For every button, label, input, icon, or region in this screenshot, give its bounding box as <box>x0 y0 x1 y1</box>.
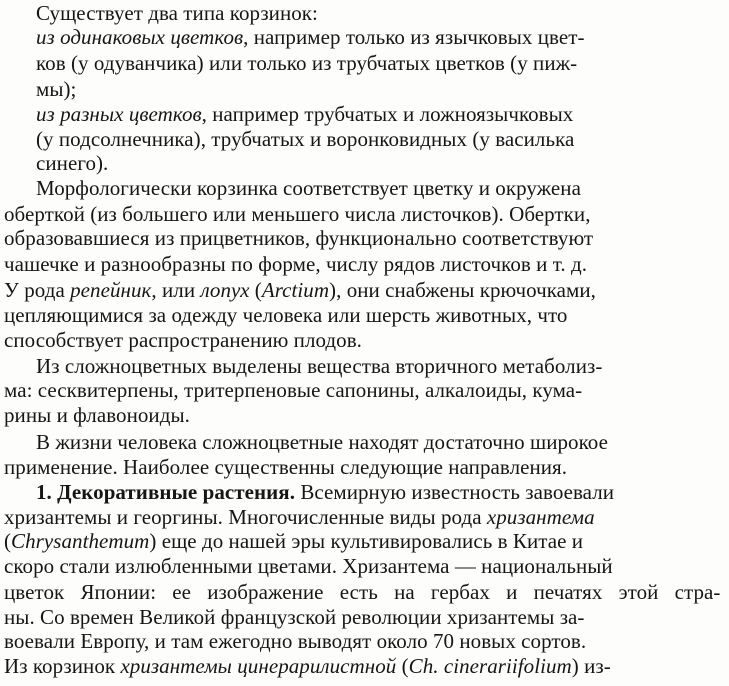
text-line <box>4 377 582 403</box>
text-span: , например только из язычковых цвет- <box>243 25 585 49</box>
text-line <box>4 553 613 579</box>
text-span: ( <box>396 654 409 678</box>
italic-text: репейник <box>70 278 152 302</box>
text-span: Морфологически корзинка соответствует цветку и окружена <box>36 176 581 200</box>
text-line <box>4 653 611 679</box>
text-line <box>4 201 591 227</box>
text-line <box>36 50 577 76</box>
text-span: мы); <box>36 77 77 101</box>
text-span: ков (у одуванчика) или только из трубчатых цветков (у пиж- <box>36 51 578 75</box>
text-span: Из корзинок <box>4 654 121 678</box>
text-line <box>36 479 614 505</box>
text-span: скоро стали излюбленными цветами. Хризантема — национальный <box>4 554 613 578</box>
text-line <box>4 528 583 554</box>
text-span: Всемирную известность завоевали <box>295 480 615 504</box>
text-span: ) из- <box>571 654 611 678</box>
text-line <box>4 628 586 654</box>
text-span: (у подсолнечника), трубчатых и воронковидных (у василька <box>36 127 575 151</box>
text-span: Существует два типа корзинок: <box>36 1 318 25</box>
text-span: чашечке и разнообразны по форме, числу рядов листочков и т. д. <box>4 252 588 276</box>
text-span: ма: сесквитерпены, тритерпеновые сапонины, алкалоиды, кума- <box>4 378 583 402</box>
text-span: Из сложноцветных выделены вещества вторичного метаболиз- <box>36 354 603 378</box>
text-line <box>36 126 574 152</box>
text-line <box>36 0 318 26</box>
text-span: рины и флавоноиды. <box>4 403 190 427</box>
text-line <box>4 251 587 277</box>
italic-text: из одинаковых цветков <box>36 25 244 49</box>
text-line <box>4 579 720 605</box>
text-line <box>36 150 108 176</box>
text-span: способствует распространению плодов. <box>4 328 362 352</box>
text-span: синего). <box>36 151 109 175</box>
bold-heading-text: 1. Декоративные растения. <box>36 480 296 504</box>
text-line <box>4 604 584 630</box>
text-span: В жизни человека сложноцветные находят достаточно широкое <box>36 430 608 454</box>
italic-text: хризантемы цинерарилистной <box>120 654 397 678</box>
text-span: , например трубчатых и ложноязычковых <box>201 102 574 126</box>
text-line <box>36 76 76 102</box>
text-line <box>36 353 602 379</box>
text-line <box>4 454 567 480</box>
italic-text: Ch. cinerariifolium <box>408 654 572 678</box>
text-span: У рода <box>4 278 71 302</box>
italic-text: лопух <box>200 278 250 302</box>
text-line <box>36 101 573 127</box>
text-span: ( <box>249 278 262 302</box>
text-line <box>4 302 567 328</box>
italic-text: хризантема <box>486 505 595 529</box>
text-span: цветок Японии: ее изображение есть на гербах и печатях этой стра- <box>4 580 721 604</box>
text-span: ( <box>4 529 12 553</box>
text-span: ), они снабжены крючочками, <box>329 278 596 302</box>
text-span: цепляющимися за одежду человека или шерсть животных, что <box>4 303 568 327</box>
text-span: ) еще до нашей эры культивировались в Китае и <box>149 529 584 553</box>
text-line <box>36 429 608 455</box>
text-span: применение. Наиболее существенны следующие направления. <box>4 455 568 479</box>
text-span: оберткой (из большего или меньшего числа листочков). Обертки, <box>4 202 591 226</box>
text-line <box>4 225 593 251</box>
italic-text: из разных цветков <box>36 102 202 126</box>
italic-text: Arctium <box>261 278 330 302</box>
text-span: образовавшиеся из прицветников, функционально соответствуют <box>4 226 594 250</box>
text-line <box>4 327 362 353</box>
text-line <box>4 277 596 303</box>
text-line <box>36 24 584 50</box>
text-span: хризантемы и георгины. Многочисленные виды рода <box>4 505 487 529</box>
italic-text: Chrysanthemum <box>11 529 150 553</box>
text-span: воевали Европу, и там ежегодно выводят около 70 новых сортов. <box>4 629 587 653</box>
text-line <box>4 402 190 428</box>
text-span: ны. Со времен Великой французской революции хризантемы за- <box>4 605 585 629</box>
text-line <box>36 175 581 201</box>
text-span: , или <box>151 278 201 302</box>
text-line <box>4 504 595 530</box>
